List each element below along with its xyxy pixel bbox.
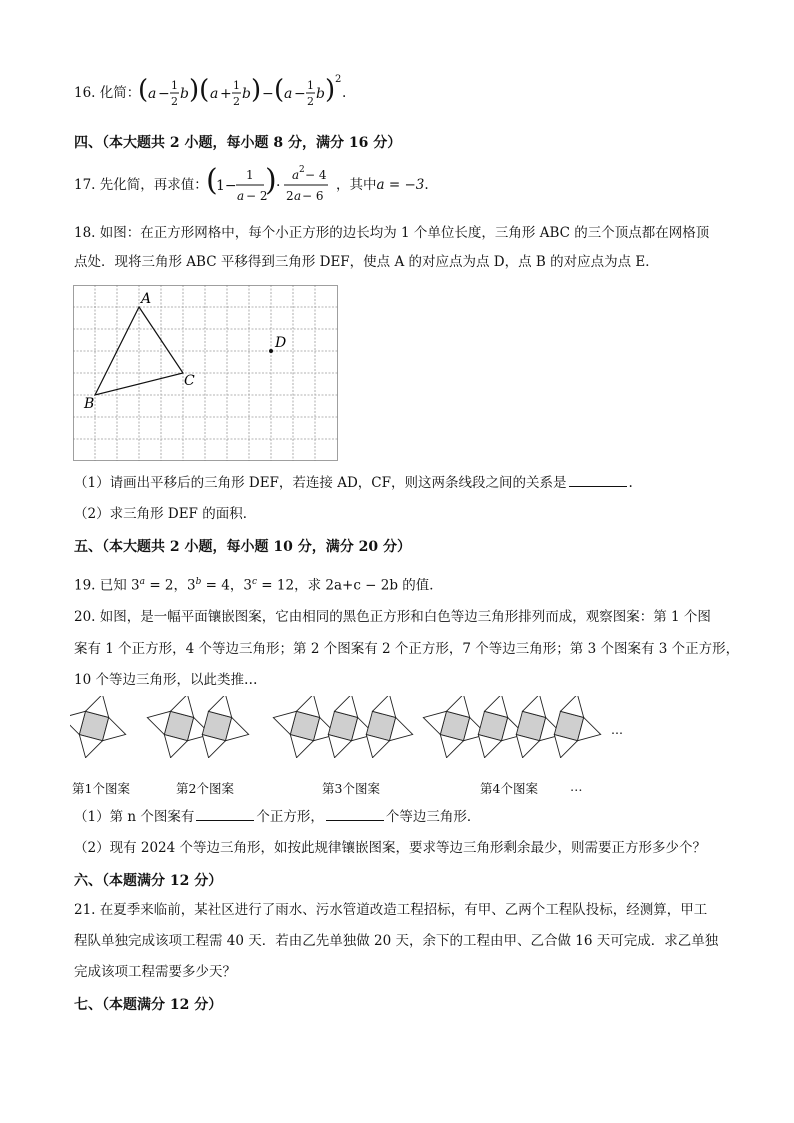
q20-sub1-c: 个等边三角形．: [385, 809, 481, 825]
svg-text:(: (: [138, 75, 149, 105]
q17-suffix-text: ，其中: [336, 177, 377, 193]
q20-tiling-figure: [70, 696, 630, 758]
svg-text:)(: )(: [189, 75, 210, 105]
q19-part-a: 19. 已知 3: [74, 577, 140, 594]
svg-text:1: 1: [246, 168, 254, 182]
q18-grid-figure: [73, 285, 341, 463]
q19: [74, 573, 443, 595]
q16-tail: .: [342, 85, 347, 101]
q20-sub1-a: （1）第 n 个图案有: [74, 809, 195, 825]
svg-text:−: −: [262, 86, 274, 102]
q20-sub1: [74, 808, 480, 826]
svg-text:+: +: [220, 86, 232, 102]
svg-text:a: a: [210, 86, 219, 102]
svg-text:−: −: [294, 86, 306, 102]
point-d: [269, 349, 273, 353]
svg-text:a: a: [148, 86, 157, 102]
label-b: B: [84, 396, 95, 412]
section-7-heading: 七、（本题满分 12 分）: [74, 997, 223, 1013]
q21-line3: 完成该项工程需要多少天？: [74, 964, 236, 980]
svg-text:2: 2: [286, 189, 294, 203]
answer-blank-squares[interactable]: [196, 808, 254, 821]
svg-text:2: 2: [171, 95, 178, 108]
svg-text:b: b: [242, 86, 251, 102]
svg-text:): ): [325, 75, 336, 105]
q21-line1: 21. 在夏季来临前，某社区进行了雨水、污水管道改造工程招标，有甲、乙两个工程队投标，经测算，甲工: [74, 902, 708, 918]
caption-2: 第2个图案: [176, 781, 234, 796]
svg-text:− 6: − 6: [302, 189, 324, 203]
q18-sub1-text: （1）请画出平移后的三角形 DEF，若连接 AD，CF，则这两条线段之间的关系是: [74, 475, 567, 491]
q18-line2: 点处．现将三角形 ABC 平移得到三角形 DEF，使点 A 的对应点为点 D，点 B 的对应点为点 E．: [74, 254, 659, 270]
q19-sup-a: a: [139, 577, 146, 587]
q17-suffix: [336, 176, 429, 194]
q18-sub1-end: .: [628, 475, 633, 491]
svg-text:2: 2: [335, 74, 342, 85]
q17-expression: [206, 160, 336, 208]
section-4-heading: 四、（本大题共 2 小题，每小题 8 分，满分 16 分）: [74, 135, 402, 151]
svg-text:2: 2: [299, 165, 305, 175]
svg-text:1−: 1−: [216, 178, 237, 194]
svg-text:): ): [251, 75, 262, 105]
q19-sup-c: c: [251, 577, 257, 587]
q20-line2: 案有 1 个正方形，4 个等边三角形；第 2 个图案有 2 个正方形，7 个等边三角形；第 3 个图案有 3 个正方形，: [74, 641, 740, 657]
caption-4: 第4个图案: [480, 781, 538, 796]
svg-text:a: a: [237, 189, 245, 203]
svg-text:− 2: − 2: [246, 189, 268, 203]
svg-text:1: 1: [307, 79, 314, 92]
q18-sub2: （2）求三角形 DEF 的面积．: [74, 506, 257, 522]
q20-sub2: （2）现有 2024 个等边三角形，如按此规律镶嵌图案，要求等边三角形剩余最少，则需要正方形多少个？: [74, 840, 707, 856]
svg-text:−: −: [158, 86, 170, 102]
q16-number: 16. 化简：: [74, 85, 141, 101]
q16: [74, 84, 140, 102]
svg-text:1: 1: [171, 79, 178, 92]
answer-blank[interactable]: [569, 474, 627, 487]
caption-3: 第3个图案: [322, 781, 380, 796]
q19-part-b: = 2，3: [145, 577, 196, 594]
q18-line1: 18. 如图：在正方形网格中，每个小正方形的边长均为 1 个单位长度，三角形 ABC 的三个顶点都在网格顶: [74, 225, 710, 241]
q16-expression: [138, 72, 368, 116]
svg-text:b: b: [180, 86, 189, 102]
svg-text:(: (: [206, 163, 218, 198]
q17-prefix: 17. 先化简，再求值：: [74, 177, 208, 193]
answer-blank-triangles[interactable]: [326, 808, 384, 821]
q20-line3: 10 个等边三角形，以此类推…: [74, 672, 258, 688]
svg-text:a: a: [292, 168, 300, 182]
section-6-heading: 六、（本题满分 12 分）: [74, 873, 223, 889]
svg-text:2: 2: [233, 95, 240, 108]
section-5-heading: 五、（本大题共 2 小题，每小题 10 分，满分 20 分）: [74, 539, 411, 555]
q17-end: .: [424, 177, 429, 193]
svg-text:(: (: [274, 75, 285, 105]
q19-sup-b: b: [195, 577, 202, 587]
svg-text:2: 2: [307, 95, 314, 108]
q20-sub1-b: 个正方形，: [256, 809, 324, 825]
q19-part-d: = 12，求 2a+c − 2b 的值．: [257, 577, 443, 594]
caption-ellipsis: …: [570, 779, 583, 794]
q20-line1: 20. 如图，是一幅平面镶嵌图案，它由相同的黑色正方形和白色等边三角形排列而成，观察图案：第 1 个图: [74, 609, 711, 625]
svg-text:b: b: [316, 86, 325, 102]
q21-line2: 程队单独完成该项工程需 40 天．若由乙先单独做 20 天，余下的工程由甲、乙合做 16 天可完成．求乙单独: [74, 933, 719, 949]
svg-text:a: a: [284, 86, 293, 102]
tiling-ellipsis: …: [611, 723, 623, 737]
svg-text:1: 1: [233, 79, 240, 92]
svg-text:·: ·: [276, 178, 281, 194]
svg-text:a: a: [294, 189, 302, 203]
label-c: C: [184, 373, 195, 389]
q18-sub1: [74, 474, 633, 492]
q19-part-c: = 4，3: [201, 577, 252, 594]
label-d: D: [275, 335, 287, 351]
svg-text:− 4: − 4: [305, 168, 327, 182]
caption-1: 第1个图案: [72, 781, 130, 796]
q17-condition: a = −3: [376, 177, 425, 193]
svg-text:): ): [265, 163, 277, 198]
label-a: A: [141, 291, 152, 307]
